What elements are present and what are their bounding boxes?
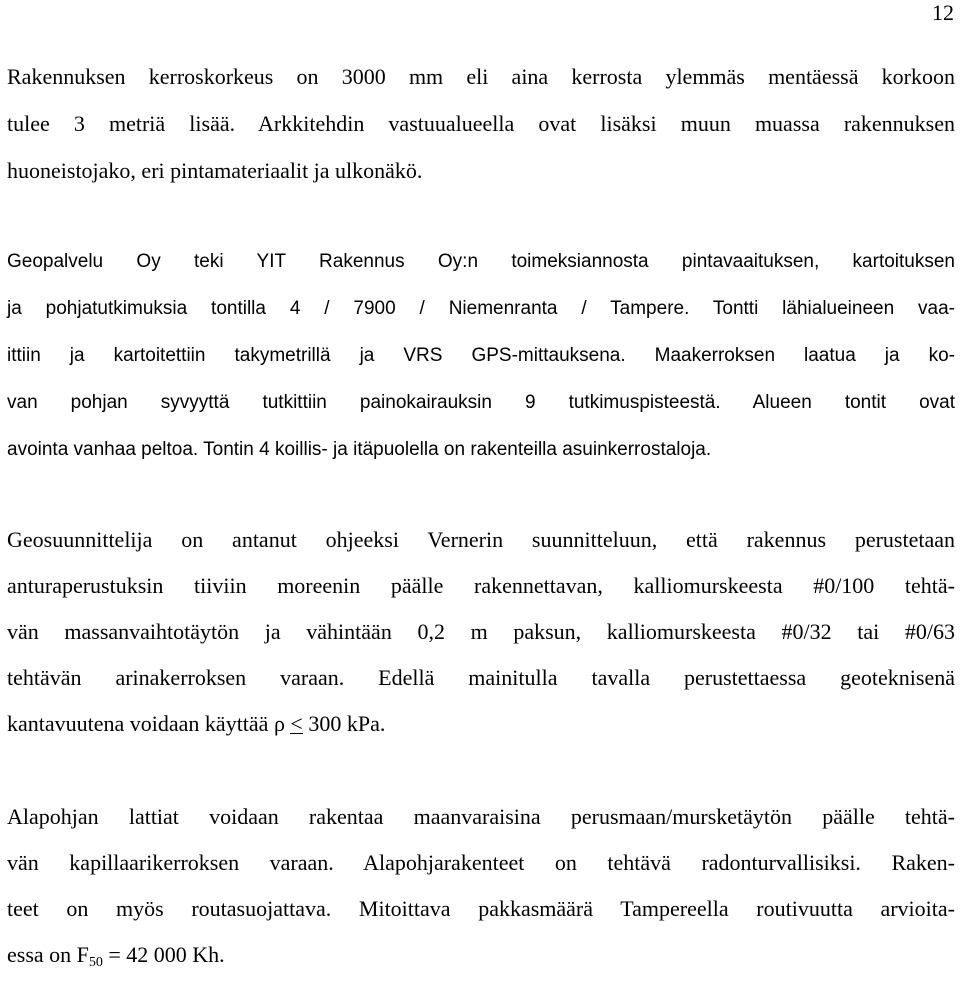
text-line: Geopalvelu Oy teki YIT Rakennus Oy:n toimeksiannosta pintavaaituksen, kartoituksen bbox=[7, 251, 955, 272]
text-line: huoneistojako, eri pintamateriaalit ja ulkonäkö. bbox=[7, 158, 423, 183]
text-line: tehtävän arinakerroksen varaan. Edellä mainitulla tavalla perustettaessa geoteknisenä bbox=[7, 665, 955, 690]
pakkasmaara-value: = 42 000 Kh. bbox=[102, 942, 225, 967]
text-line: avointa vanhaa peltoa. Tontin 4 koillis- ja itäpuolella on rakenteilla asuinkerrostaloja. bbox=[7, 439, 712, 460]
text-line: ittiin ja kartoitettiin takymetrillä ja VRS GPS-mittauksena. Maakerroksen laatua ja ko- bbox=[7, 345, 955, 366]
less-or-equal-symbol: < bbox=[290, 711, 303, 736]
text-line: tulee 3 metriä lisää. Arkkitehdin vastuualueella ovat lisäksi muun muassa rakennuksen bbox=[7, 111, 955, 136]
page-number: 12 bbox=[932, 0, 954, 25]
paragraph-geosuunnittelija bbox=[7, 517, 955, 747]
text-line: vän massanvaihtotäytön ja vähintään 0,2 m paksun, kalliomurskeesta #0/32 tai #0/63 bbox=[7, 619, 955, 644]
text-line: teet on myös routasuojattava. Mitoittava pakkasmäärä Tampereella routivuutta arvioita- bbox=[7, 896, 955, 921]
text-line: Alapohjan lattiat voidaan rakentaa maanvaraisina perusmaan/mursketäytön päälle tehtä- bbox=[7, 804, 955, 829]
text-line-kantavuus bbox=[7, 701, 955, 747]
text-line: Geosuunnittelija on antanut ohjeeksi Vernerin suunnitteluun, että rakennus perustetaan bbox=[7, 527, 955, 552]
kantavuus-prefix: kantavuutena voidaan käyttää ρ bbox=[7, 711, 291, 736]
text-line-pakkasmaara bbox=[7, 932, 955, 978]
subscript-50: 50 bbox=[88, 955, 103, 970]
paragraph-kerroskorkeus bbox=[7, 53, 955, 194]
text-line: vän kapillaarikerroksen varaan. Alapohjarakenteet on tehtävä radonturvallisiksi. Raken- bbox=[7, 850, 955, 875]
text-line: van pohjan syvyyttä tutkittiin painokairauksin 9 tutkimuspisteestä. Alueen tontit ovat bbox=[7, 392, 955, 413]
text-line: ja pohjatutkimuksia tontilla 4 / 7900 / Niemenranta / Tampere. Tontti lähialueineen vaa- bbox=[7, 298, 955, 319]
kantavuus-value: 300 kPa. bbox=[302, 711, 386, 736]
text-line: anturaperustuksin tiiviin moreenin päälle rakennettavan, kalliomurskeesta #0/100 tehtä- bbox=[7, 573, 955, 598]
paragraph-geopalvelu bbox=[7, 238, 955, 473]
text-line: Rakennuksen kerroskorkeus on 3000 mm eli aina kerrosta ylemmäs mentäessä korkoon bbox=[7, 64, 955, 89]
pakkasmaara-prefix: essa on F bbox=[7, 942, 89, 967]
paragraph-alapohja bbox=[7, 794, 955, 978]
